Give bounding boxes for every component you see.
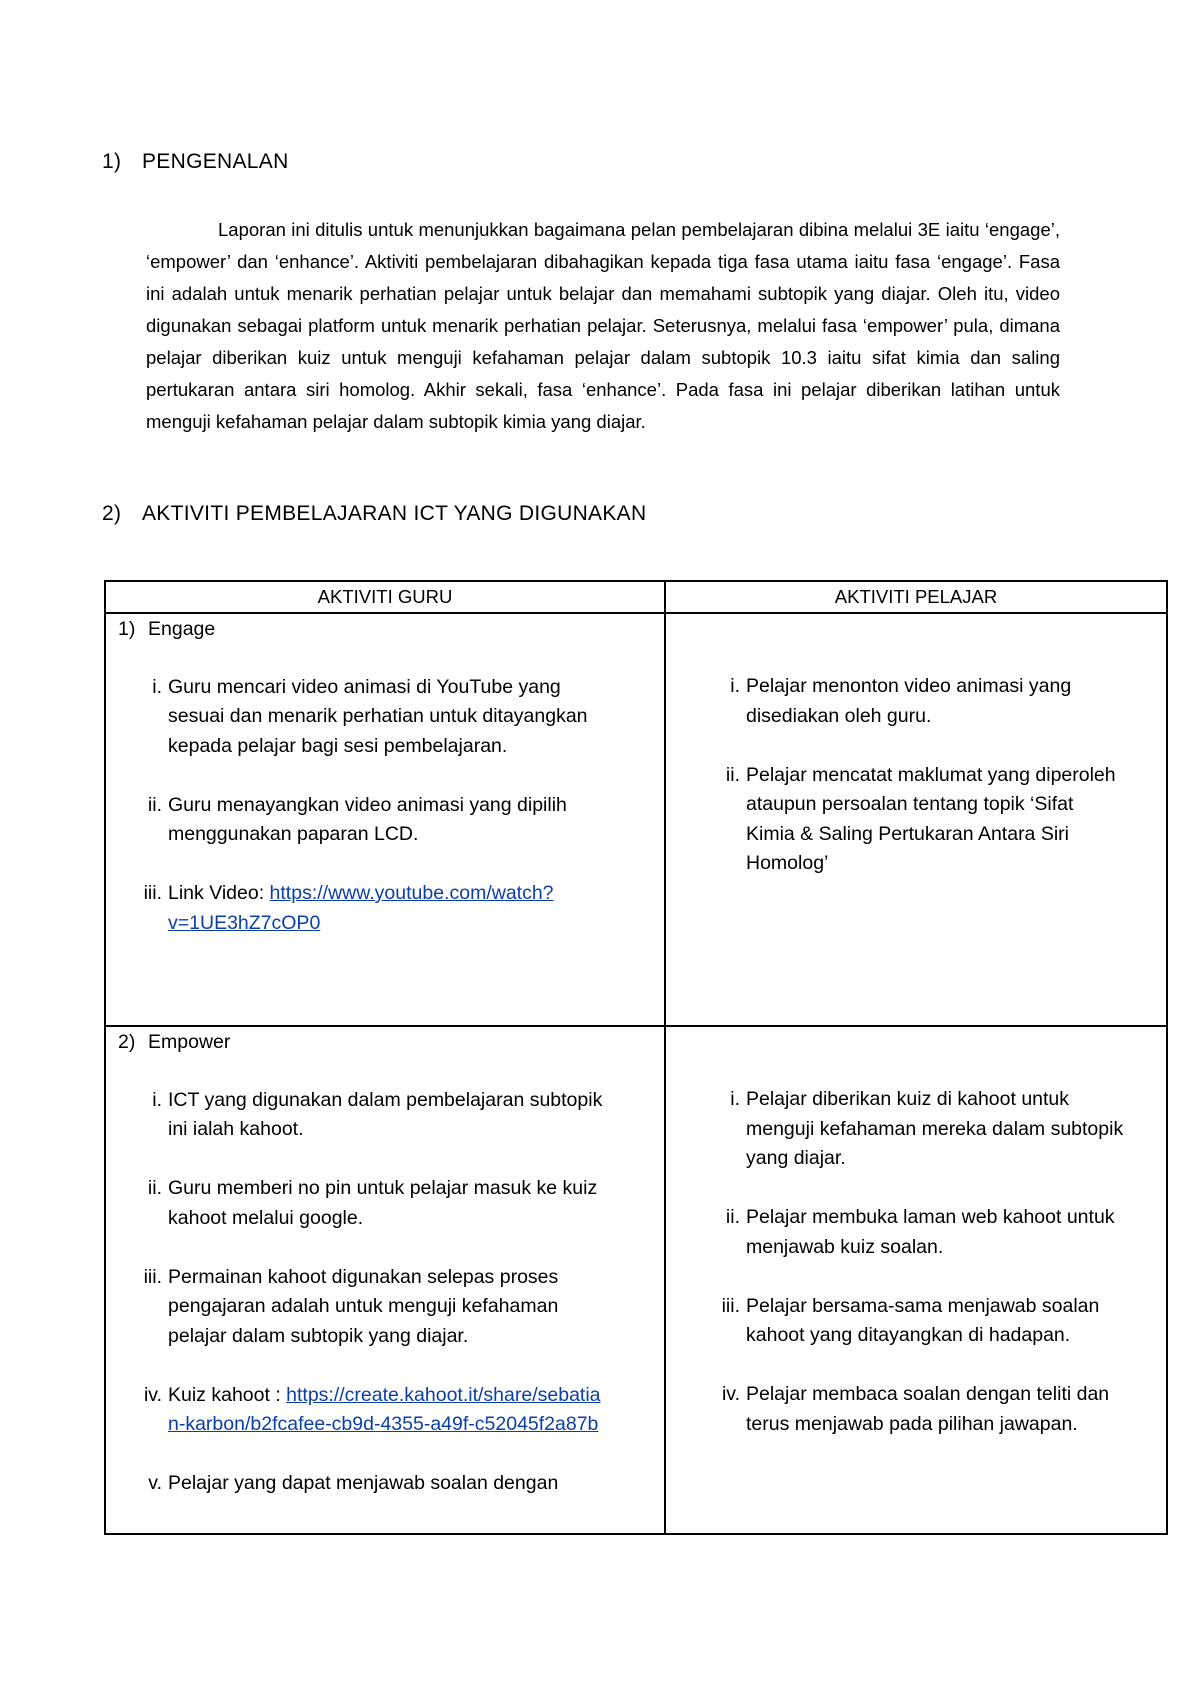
list-marker: ii.	[725, 1206, 740, 1228]
list-marker: iii.	[143, 1265, 162, 1288]
list-text: Pelajar menonton video animasi yang disediakan oleh guru.	[746, 675, 1072, 727]
section-heading-pengenalan	[102, 150, 289, 174]
list-text: Pelajar membuka laman web kahoot untuk menjawab kuiz soalan.	[746, 1206, 1115, 1258]
table-row-engage	[105, 613, 1167, 1026]
engage-pelajar-cell	[665, 613, 1167, 1026]
list-item	[714, 1292, 1124, 1351]
list-text: Pelajar mencatat maklumat yang diperoleh ataupun persoalan tentang topik ‘Sifat Kimia & Saling Pertukaran Antara Siri Homolog’	[746, 763, 1116, 874]
list-text: Guru memberi no pin untuk pelajar masuk ke kuiz kahoot melalui google.	[168, 1177, 598, 1229]
kahoot-quiz-link[interactable]: https://create.kahoot.it/share/sebatian-karbon/b2fcafee-cb9d-4355-a49f-c52045f2a87b	[168, 1383, 601, 1435]
list-item	[136, 1086, 606, 1145]
header-aktiviti-guru: AKTIVITI GURU	[105, 581, 665, 613]
empower-guru-cell	[105, 1026, 665, 1534]
engage-guru-list	[136, 673, 606, 939]
activity-table	[104, 580, 1168, 1535]
section-title: PENGENALAN	[142, 150, 289, 173]
list-marker: iv.	[143, 1383, 162, 1406]
section-number: 1)	[102, 150, 122, 173]
list-item	[714, 761, 1124, 879]
list-marker: ii.	[147, 793, 162, 816]
table-row-empower	[105, 1026, 1167, 1534]
list-text: Permainan kahoot digunakan selepas proses pengajaran adalah untuk menguji kefahaman pelajar dalam subtopik yang diajar.	[168, 1265, 559, 1347]
list-item	[714, 672, 1124, 731]
empower-label: Empower	[148, 1031, 231, 1053]
list-item	[136, 1469, 606, 1499]
list-item	[714, 1380, 1124, 1439]
engage-number: 1)	[118, 618, 136, 640]
engage-pelajar-list	[714, 672, 1124, 879]
list-item	[714, 1085, 1124, 1174]
list-text: ICT yang digunakan dalam pembelajaran subtopik ini ialah kahoot.	[168, 1088, 603, 1140]
list-text: Pelajar bersama-sama menjawab soalan kahoot yang ditayangkan di hadapan.	[746, 1294, 1100, 1346]
list-marker: i.	[152, 1088, 162, 1111]
list-marker: i.	[730, 675, 740, 697]
empower-pelajar-list	[714, 1085, 1124, 1439]
list-text	[168, 1381, 606, 1440]
list-marker: ii.	[147, 1177, 162, 1199]
list-item	[136, 1263, 606, 1352]
empower-guru-list	[136, 1086, 606, 1499]
list-item	[136, 673, 606, 762]
intro-paragraph-block	[146, 214, 1060, 438]
list-marker: iv.	[721, 1383, 740, 1405]
link-prefix: Link Video:	[168, 882, 270, 904]
list-item	[136, 879, 606, 938]
list-text: Guru mencari video animasi di YouTube yang sesuai dan menarik perhatian untuk ditayangkan kepada pelajar bagi sesi pembelajaran.	[168, 675, 588, 757]
list-item	[136, 1381, 606, 1440]
list-text	[168, 879, 606, 938]
empower-title	[106, 1027, 664, 1058]
engage-title	[106, 614, 664, 645]
table-header-row	[105, 581, 1167, 613]
list-marker: i.	[730, 1088, 740, 1110]
empower-pelajar-cell	[665, 1026, 1167, 1534]
list-text: Pelajar membaca soalan dengan teliti dan terus menjawab pada pilihan jawapan.	[746, 1383, 1110, 1435]
section-number: 2)	[102, 502, 122, 525]
list-text: Guru menayangkan video animasi yang dipilih menggunakan paparan LCD.	[168, 793, 567, 845]
list-item	[714, 1203, 1124, 1262]
section-title: AKTIVITI PEMBELAJARAN ICT YANG DIGUNAKAN	[142, 502, 647, 525]
empower-number: 2)	[118, 1031, 136, 1053]
intro-paragraph: Laporan ini ditulis untuk menunjukkan bagaimana pelan pembelajaran dibina melalui 3E iaitu ‘engage’, ‘empower’ dan ‘enhance’. Aktiviti pembelajaran dibahagikan kepada tiga fasa utama iaitu fasa ‘engage’. Fasa ini adalah untuk menarik perhatian pelajar untuk belajar dan memahami subtopik yang diajar. Oleh itu, video digunakan sebagai platform untuk menarik perhatian pelajar. Seterusnya, melalui fasa ‘empower’ pula, dimana pelajar diberikan kuiz untuk menguji kefahaman pelajar dalam subtopik 10.3 iaitu sifat kimia dan saling pertukaran antara siri homolog. Akhir sekali, fasa ‘enhance’. Pada fasa ini pelajar diberikan latihan untuk menguji kefahaman pelajar dalam subtopik kimia yang diajar.	[146, 219, 1060, 432]
list-text: Pelajar yang dapat menjawab soalan dengan	[168, 1472, 559, 1494]
link-prefix: Kuiz kahoot :	[168, 1383, 287, 1406]
list-marker: iii.	[143, 882, 162, 904]
engage-guru-cell	[105, 613, 665, 1026]
list-marker: iii.	[721, 1294, 740, 1317]
list-text: Pelajar diberikan kuiz di kahoot untuk menguji kefahaman mereka dalam subtopik yang diajar.	[746, 1088, 1124, 1169]
youtube-video-link[interactable]: https://www.youtube.com/watch?v=1UE3hZ7cOP0	[168, 882, 554, 934]
header-aktiviti-pelajar: AKTIVITI PELAJAR	[665, 581, 1167, 613]
list-marker: i.	[152, 675, 162, 698]
list-marker: ii.	[725, 763, 740, 786]
list-marker: v.	[148, 1472, 162, 1494]
list-item	[136, 1174, 606, 1233]
section-heading-aktiviti	[102, 502, 646, 526]
engage-label: Engage	[148, 618, 216, 640]
list-item	[136, 791, 606, 850]
